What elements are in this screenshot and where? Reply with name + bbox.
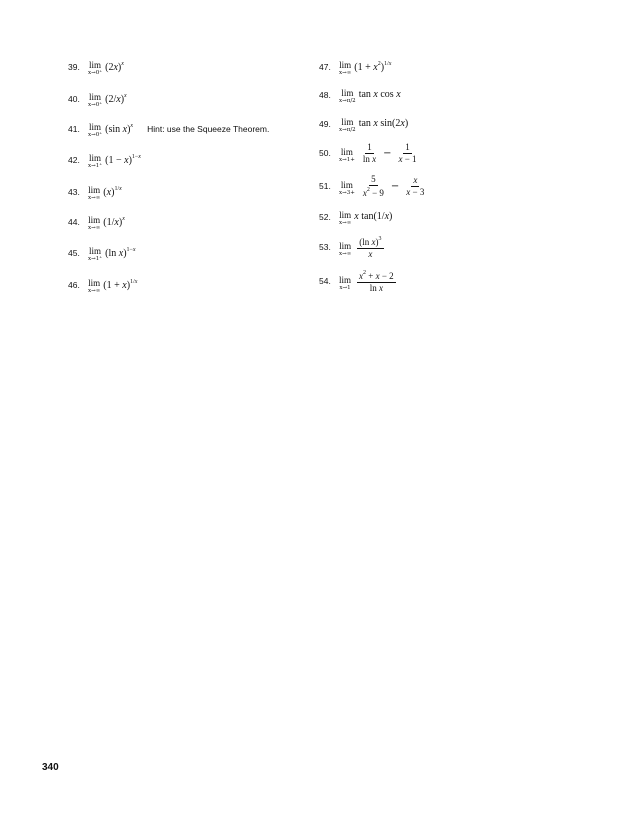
problem-number: 53. [319, 242, 331, 253]
problem-number: 45. [68, 247, 80, 258]
limit-operator [339, 276, 351, 292]
problem-39 [68, 59, 124, 75]
limit-subscript: x→π/2 [339, 127, 356, 133]
limit-subscript: x→1⁺ [88, 163, 103, 169]
fraction: $\frac{(\ln x)^3}{x}$ [359, 236, 382, 259]
minus-sign: − [383, 147, 392, 159]
problem-48 [319, 87, 401, 103]
page-number: 340 [42, 762, 59, 773]
limit-expression: (sin x)$^x$ [105, 122, 134, 135]
problem-41 [68, 121, 269, 137]
problem-46 [68, 277, 137, 293]
minus-sign: − [390, 180, 400, 192]
limit-operator [339, 118, 356, 134]
lim-word: lim [88, 215, 101, 225]
limit-subscript: x→∞ [339, 250, 352, 257]
limit-subscript: x→0⁺ [88, 102, 103, 108]
limit-subscript: x→∞ [88, 288, 101, 294]
limit-subscript: x→∞ [339, 70, 352, 76]
limit-operator [88, 216, 100, 232]
problem-number: 49. [319, 118, 331, 129]
limit-subscript: x→1⁺ [88, 256, 103, 262]
limit-operator [339, 242, 351, 258]
lim-word: lim [339, 60, 352, 70]
problem-number: 43. [68, 186, 80, 197]
limit-subscript: x→0⁺ [88, 132, 103, 138]
lim-word: lim [341, 88, 354, 98]
problem-number: 42. [68, 154, 80, 165]
limit-expression: tan x sin(2x) [358, 117, 409, 129]
lim-word: lim [339, 210, 352, 220]
lim-word: lim [89, 122, 102, 132]
problem-44 [68, 214, 125, 230]
limit-subscript: x→∞ [88, 195, 101, 201]
limit-operator [339, 181, 355, 197]
limit-expression: $(2x)^x$ [105, 60, 124, 73]
limit-operator [339, 61, 351, 77]
limit-operator [88, 247, 102, 263]
limit-subscript: x→∞ [88, 225, 101, 231]
lim-word: lim [89, 60, 102, 70]
lim-word: lim [339, 274, 352, 285]
limit-subscript: x→∞ [339, 220, 352, 226]
problem-53 [319, 236, 387, 259]
limit-expression: $(1 + x^2)^{1/x}$ [354, 60, 392, 73]
limit-operator [88, 186, 100, 202]
problem-number: 50. [319, 148, 331, 159]
problem-number: 44. [68, 216, 80, 227]
fraction: $\frac{1}{x - 1}$ [398, 142, 417, 164]
limit-subscript: x→3+ [339, 189, 355, 196]
lim-word: lim [341, 117, 354, 127]
problem-49 [319, 116, 408, 132]
problem-45 [68, 245, 136, 261]
limit-operator [88, 123, 102, 139]
problem-43 [68, 184, 122, 200]
limit-operator [339, 211, 351, 227]
problem-number: 54. [319, 276, 331, 287]
lim-word: lim [339, 240, 352, 251]
limit-operator [88, 61, 102, 77]
problem-number: 48. [319, 89, 331, 100]
problem-54 [319, 270, 399, 293]
limit-expression: $(2/x)^x$ [105, 92, 127, 105]
problem-40 [68, 91, 127, 107]
problem-47 [319, 59, 391, 75]
problem-number: 39. [68, 61, 80, 72]
fraction: $\frac{1}{\text{ln x}}$ [362, 142, 377, 164]
problem-number: 51. [319, 181, 331, 192]
limit-operator [339, 148, 355, 164]
problem-51 [319, 175, 429, 198]
limit-expression: $(x)^{1/x}$ [103, 185, 122, 198]
problem-number: 46. [68, 279, 80, 290]
problem-50 [319, 143, 422, 164]
fraction: $\frac{5}{x^2 - 9}$ [362, 174, 384, 198]
limit-operator [88, 93, 102, 109]
lim-word: lim [340, 146, 353, 157]
problem-number: 52. [319, 211, 331, 222]
limit-expression: $(1 - x)^{1-x}$ [105, 153, 141, 166]
limit-operator [88, 154, 102, 170]
hint-text: Hint: use the Squeeze Theorem. [147, 123, 270, 134]
limit-expression: $(1/x)^x$ [103, 215, 125, 228]
limit-operator [88, 279, 100, 295]
limit-expression: $(1 + x)^{1/x}$ [103, 278, 138, 291]
problem-number: 47. [319, 61, 331, 72]
lim-word: lim [340, 179, 353, 190]
limit-subscript: x→0⁺ [88, 70, 103, 76]
problem-number: 41. [68, 123, 80, 134]
limit-subscript: x→1 [339, 284, 351, 291]
lim-word: lim [89, 246, 102, 256]
lim-word: lim [88, 278, 101, 288]
fraction: $\frac{x^2 + x - 2}{\text{ln x}}$ [359, 270, 394, 293]
limit-subscript: x→π/2 [339, 98, 356, 104]
limit-expression: (ln x)$^{1-x}$ [105, 246, 136, 259]
limit-operator [339, 89, 356, 105]
limit-subscript: x→1+ [339, 156, 355, 163]
limit-expression: tan x cos x [358, 88, 401, 100]
fraction: $\frac{x}{x - 3}$ [406, 175, 425, 197]
limit-expression: x tan(1/x) [354, 210, 393, 222]
lim-word: lim [88, 185, 101, 195]
problem-52 [319, 209, 392, 225]
lim-word: lim [89, 92, 102, 102]
problem-number: 40. [68, 93, 80, 104]
lim-word: lim [89, 153, 102, 163]
problem-42 [68, 152, 141, 168]
